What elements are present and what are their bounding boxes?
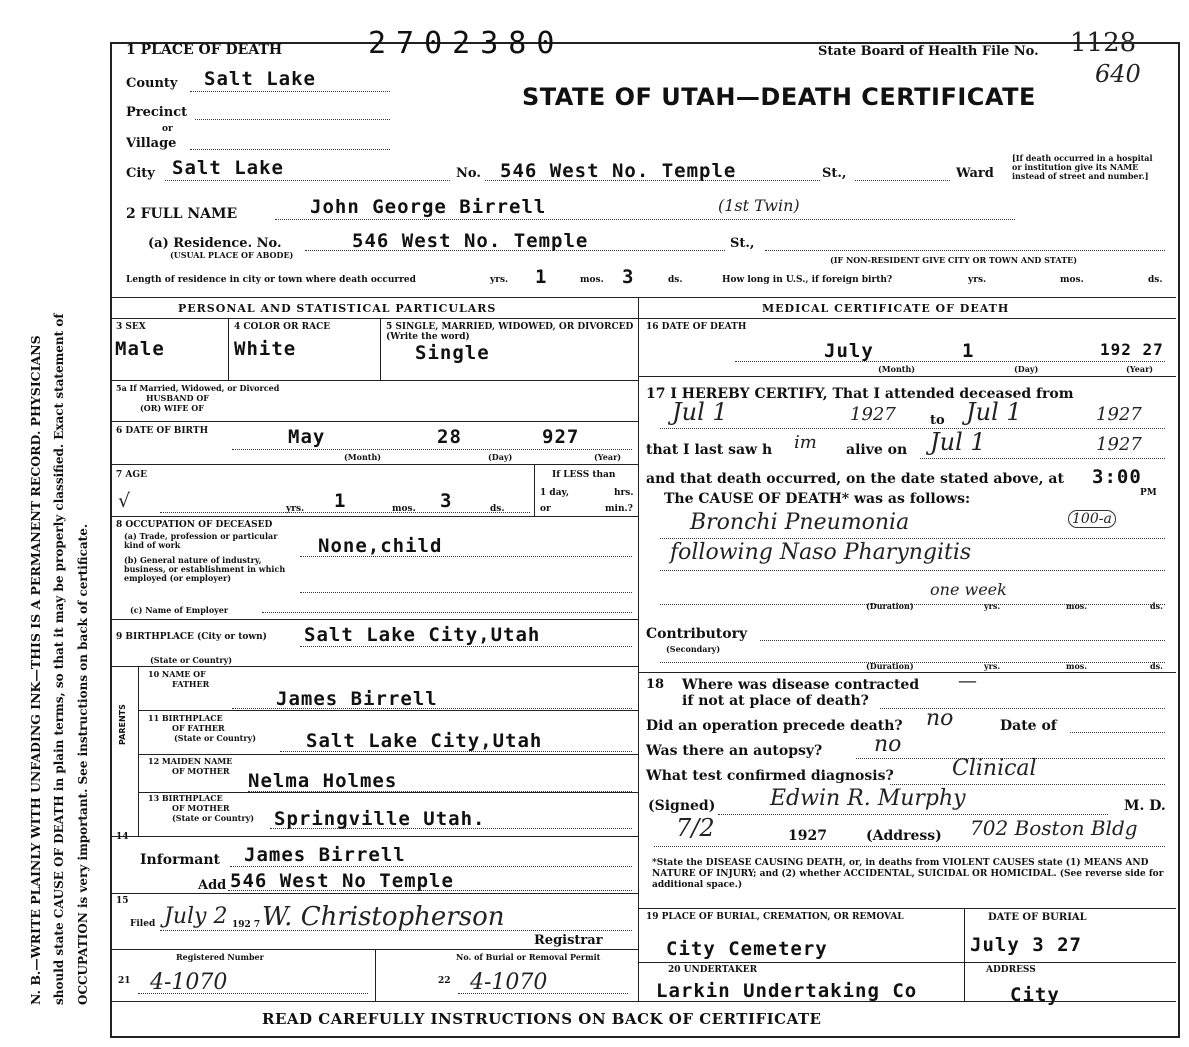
dob-month: May: [288, 426, 326, 448]
min-label: min.?: [605, 504, 633, 514]
dod-year-sub: (Year): [1126, 364, 1154, 374]
how-long-ds: ds.: [1148, 275, 1163, 285]
signed-label: (Signed): [648, 798, 716, 814]
hrs-label: hrs.: [614, 488, 634, 498]
full-name-label: 2 FULL NAME: [126, 206, 238, 222]
city-value: Salt Lake: [172, 157, 284, 179]
ward-label: Ward: [956, 166, 994, 181]
box18-label: 18: [646, 677, 665, 692]
length-mos-label: mos.: [580, 275, 604, 285]
age-yrs-label: yrs.: [286, 504, 305, 514]
how-long-yrs: yrs.: [968, 275, 987, 285]
duration-value: one week: [930, 580, 1007, 599]
where-contracted-value: —: [958, 670, 977, 692]
residence-sub: (USUAL PLACE OF ABODE): [170, 250, 294, 260]
burial-date-value: July 3 27: [970, 934, 1082, 956]
last-saw-date: Jul 1: [930, 428, 986, 456]
how-long-mos: mos.: [1060, 275, 1084, 285]
county-label: County: [126, 76, 178, 91]
street-no-label: No.: [456, 166, 481, 181]
dob-day: 28: [437, 426, 462, 448]
mother-bp-1: 13 BIRTHPLACE: [148, 793, 223, 803]
occupation-label: 8 OCCUPATION OF DECEASED: [116, 520, 273, 530]
last-saw-year: 1927: [1096, 434, 1142, 455]
precinct-label: Precinct: [126, 105, 188, 120]
age-mos-label: mos.: [392, 504, 416, 514]
age-ds-label: ds.: [490, 504, 505, 514]
operation-label: Did an operation precede death?: [646, 718, 903, 734]
occupation-b: (b) General nature of industry, business, or establishment in which employed (or employer): [124, 555, 286, 583]
test-label: What test confirmed diagnosis?: [646, 768, 894, 784]
sex-label: 3 SEX: [116, 322, 146, 332]
dod-month-sub: (Month): [878, 364, 916, 374]
burial-place-label: 19 PLACE OF BURIAL, CREMATION, OR REMOVAL: [646, 912, 904, 922]
attended-to-year: 1927: [1096, 404, 1142, 425]
date-of-label: Date of: [1000, 718, 1057, 734]
attended-to-label: to: [930, 413, 945, 428]
contrib-mos: mos.: [1066, 661, 1088, 671]
ward-note: [If death occurred in a hospital or institution give its NAME instead of street and number.]: [1012, 153, 1153, 181]
box22-label: 22: [438, 976, 451, 986]
file-no-value: 1128: [1070, 28, 1137, 58]
registered-number-value: 4-1070: [150, 970, 228, 995]
length-residence-label: Length of residence in city or town where death occurred: [126, 275, 416, 285]
parents-label: PARENTS: [118, 704, 127, 745]
death-time: 3:00: [1092, 466, 1142, 488]
spouse-label-2: HUSBAND OF: [146, 393, 209, 403]
occupation-value: None,child: [318, 535, 443, 557]
occupation-a: (a) Trade, profession or particular kind of work: [124, 531, 278, 550]
box15-label: 15: [116, 896, 129, 906]
autopsy-label: Was there an autopsy?: [646, 743, 823, 759]
dob-year: 927: [542, 426, 580, 448]
father-label-1: 10 NAME OF: [148, 669, 206, 679]
or-label: or: [162, 124, 173, 134]
marital-value: Single: [415, 342, 490, 364]
last-saw-text-1: that I last saw h: [646, 442, 773, 458]
operation-value: no: [926, 706, 954, 731]
test-value: Clinical: [952, 756, 1037, 781]
cause-footnote: *State the DISEASE CAUSING DEATH, or, in deaths from VIOLENT CAUSES state (1) MEANS AND NATURE OF INJURY; and (2) whether ACCIDENTAL, SUICIDAL OR HOMICIDAL. (See reverse side for additional space.): [652, 858, 1164, 890]
mother-bp-3: (State or Country): [172, 813, 255, 823]
medical-section-title: MEDICAL CERTIFICATE OF DEATH: [762, 302, 1010, 315]
registrar-signature: W. Christopherson: [262, 902, 505, 932]
attended-from-date: Jul 1: [672, 398, 728, 426]
registrar-label: Registrar: [534, 933, 603, 948]
death-occurred-text: and that death occurred, on the date stated above, at: [646, 471, 1064, 487]
age-label: 7 AGE: [116, 470, 147, 480]
age-or-label: or: [540, 504, 551, 514]
duration-label: (Duration): [866, 601, 914, 611]
certify-text: 17 I HEREBY CERTIFY, That I attended deceased from: [646, 386, 1074, 402]
box21-label: 21: [118, 976, 131, 986]
duration-mos: mos.: [1066, 601, 1088, 611]
father-bp-value: Salt Lake City,Utah: [306, 730, 543, 752]
county-value: Salt Lake: [204, 68, 316, 90]
dob-day-sub: (Day): [488, 452, 513, 462]
secondary-label: (Secondary): [666, 644, 721, 654]
undertaker-address-value: City: [1010, 984, 1060, 1006]
dod-month: July: [824, 340, 874, 362]
certificate-title: STATE OF UTAH—DEATH CERTIFICATE: [522, 83, 1036, 111]
street-st-label: St.,: [822, 166, 847, 181]
contrib-ds: ds.: [1150, 661, 1163, 671]
length-mos-value: 3: [622, 266, 635, 288]
burial-place-value: City Cemetery: [666, 938, 828, 960]
duration-ds: ds.: [1150, 601, 1163, 611]
signed-address-value: 702 Boston Bldg: [970, 816, 1138, 840]
place-of-death-label: 1 PLACE OF DEATH: [126, 42, 283, 58]
attended-from-year: 1927: [850, 404, 896, 425]
dob-label: 6 DATE OF BIRTH: [116, 426, 209, 436]
burial-permit-value: 4-1070: [470, 970, 548, 995]
dob-month-sub: (Month): [344, 452, 382, 462]
autopsy-value: no: [874, 732, 902, 757]
filed-label: Filed: [130, 919, 156, 929]
sex-value: Male: [115, 338, 165, 360]
filed-value: July 2: [164, 904, 228, 929]
certificate-number: 2702380: [368, 26, 565, 61]
mother-label-2: OF MOTHER: [172, 766, 230, 776]
mother-bp-2: OF MOTHER: [172, 803, 230, 813]
village-label: Village: [126, 136, 177, 151]
father-bp-2: OF FATHER: [172, 723, 225, 733]
less-than-label: If LESS than: [552, 470, 616, 480]
where-contracted-2: if not at place of death?: [682, 693, 869, 709]
length-ds-label: ds.: [668, 275, 683, 285]
cause-code: 100-a: [1068, 510, 1116, 528]
signed-address-label: (Address): [866, 828, 942, 844]
age-ds-value: 3: [440, 490, 453, 512]
twin-note: (1st Twin): [718, 196, 800, 215]
father-label-2: FATHER: [172, 679, 210, 689]
cause-label: The CAUSE OF DEATH* was as follows:: [664, 491, 971, 507]
length-yrs-label: yrs.: [490, 275, 509, 285]
father-bp-1: 11 BIRTHPLACE: [148, 713, 223, 723]
informant-address-label: Add: [198, 878, 227, 893]
birthplace-value: Salt Lake City,Utah: [304, 624, 541, 646]
city-label: City: [126, 166, 155, 181]
color-label: 4 COLOR OR RACE: [234, 322, 331, 332]
birthplace-label: 9 BIRTHPLACE (City or town): [116, 632, 267, 642]
informant-label: Informant: [140, 852, 220, 868]
burial-date-label: DATE OF BURIAL: [988, 912, 1087, 923]
last-saw-pronoun: im: [794, 432, 817, 453]
mother-label-1: 12 MAIDEN NAME: [148, 756, 233, 766]
filed-year: 192 7: [232, 920, 261, 930]
file-no-label: State Board of Health File No.: [818, 44, 1039, 59]
age-check: √: [118, 490, 131, 512]
father-value: James Birrell: [276, 688, 438, 710]
contrib-duration-label: (Duration): [866, 661, 914, 671]
how-long-label: How long in U.S., if foreign birth?: [722, 275, 893, 285]
dod-day-sub: (Day): [1014, 364, 1039, 374]
dod-label: 16 DATE OF DEATH: [646, 322, 747, 332]
undertaker-label: 20 UNDERTAKER: [668, 965, 758, 975]
mother-value: Nelma Holmes: [248, 770, 398, 792]
spouse-label-1: 5a If Married, Widowed, or Divorced: [116, 383, 280, 393]
dod-year: 192 27: [1100, 340, 1164, 359]
informant-address-value: 546 West No Temple: [230, 870, 454, 892]
last-saw-text-2: alive on: [846, 442, 908, 458]
residence-value: 546 West No. Temple: [352, 230, 589, 252]
attended-to-date: Jul 1: [966, 398, 1022, 426]
street-value: 546 West No. Temple: [500, 160, 737, 182]
age-mos-value: 1: [334, 490, 347, 512]
marital-label: 5 SINGLE, MARRIED, WIDOWED, OR DIVORCED (Write the word): [386, 322, 634, 342]
death-time-suffix: PM: [1140, 488, 1157, 498]
undertaker-address-label: ADDRESS: [986, 965, 1036, 975]
nonres-note: (IF NON-RESIDENT GIVE CITY OR TOWN AND STATE): [830, 255, 1078, 265]
where-contracted-1: Where was disease contracted: [682, 677, 920, 693]
color-value: White: [234, 338, 297, 360]
personal-section-title: PERSONAL AND STATISTICAL PARTICULARS: [178, 302, 497, 315]
contributory-label: Contributory: [646, 626, 748, 642]
dod-day: 1: [962, 340, 975, 362]
file-no-value-2: 640: [1095, 60, 1141, 88]
side-note-line3: OCCUPATION is very important. See instructions on back of certificate.: [76, 523, 90, 1005]
residence-label: (a) Residence. No.: [148, 236, 282, 251]
signed-year: 1927: [788, 828, 827, 844]
contrib-yrs: yrs.: [984, 661, 1001, 671]
occupation-c: (c) Name of Employer: [130, 605, 229, 615]
instructions-footer: READ CAREFULLY INSTRUCTIONS ON BACK OF CERTIFICATE: [262, 1010, 822, 1028]
signed-date: 7/2: [676, 814, 715, 842]
burial-permit-label: No. of Burial or Removal Permit: [456, 952, 601, 962]
registered-number-label: Registered Number: [176, 952, 264, 962]
spouse-label-3: (OR) WIFE OF: [140, 403, 204, 413]
cause-line-1: Bronchi Pneumonia: [690, 510, 910, 535]
full-name-value: John George Birrell: [310, 196, 547, 218]
physician-signature: Edwin R. Murphy: [770, 786, 966, 811]
side-note-line2: should state CAUSE OF DEATH in plain terms, so that it may be properly classified. Exact statement of: [52, 313, 66, 1005]
residence-st-label: St.,: [730, 236, 755, 251]
one-day-label: 1 day,: [540, 488, 570, 498]
cause-line-2: following Naso Pharyngitis: [670, 540, 972, 565]
duration-yrs: yrs.: [984, 601, 1001, 611]
box14-label: 14: [116, 832, 129, 842]
undertaker-value: Larkin Undertaking Co: [656, 980, 918, 1002]
length-yrs-value: 1: [535, 266, 548, 288]
dob-year-sub: (Year): [594, 452, 622, 462]
side-note-line1: N. B.—WRITE PLAINLY WITH UNFADING INK—THIS IS A PERMANENT RECORD. PHYSICIANS: [28, 335, 43, 1005]
informant-value: James Birrell: [244, 844, 406, 866]
father-bp-3: (State or Country): [174, 733, 257, 743]
md-label: M. D.: [1124, 798, 1166, 814]
birthplace-sub: (State or Country): [150, 655, 233, 665]
mother-bp-value: Springville Utah.: [274, 808, 486, 830]
